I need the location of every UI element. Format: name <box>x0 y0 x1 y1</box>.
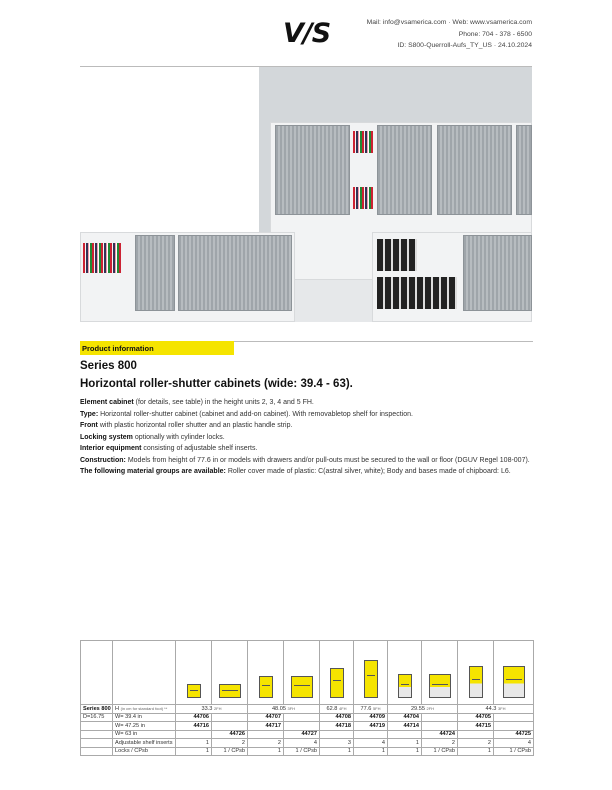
table-cell: 1 <box>248 747 284 756</box>
height-cell: 77.6 5FH <box>354 705 388 714</box>
table-cell: 44705 <box>458 713 494 722</box>
cabinet-2fh-63-icon <box>212 641 248 705</box>
cabinet-2fh-39-icon <box>176 641 212 705</box>
binders <box>377 239 417 271</box>
table-cell: 1 <box>320 747 354 756</box>
desc-locking: Locking system optionally with cylinder locks. <box>80 433 225 441</box>
desc-type: Type: Horizontal roller-shutter cabinet (cabinet and add-on cabinet). With removabletop shelf for inspection. <box>80 410 413 418</box>
addon-3fh-39-icon <box>458 641 494 705</box>
table-cell <box>458 730 494 739</box>
series-label: Series 800 <box>81 705 113 714</box>
table-cell: 3 <box>320 739 354 748</box>
shelf-books <box>83 243 121 273</box>
table-cell: 1 / CPsb <box>284 747 320 756</box>
cabinet-5fh-icon <box>354 641 388 705</box>
shelf-books <box>353 187 373 209</box>
table-cell <box>212 722 248 731</box>
desc-front: Front with plastic horizontal roller shutter and an plastic handle strip. <box>80 422 293 429</box>
table-row <box>81 713 534 722</box>
table-cell: 44706 <box>176 713 212 722</box>
table-cell: 44725 <box>494 730 534 739</box>
table-cell: 44727 <box>284 730 320 739</box>
table-cell: 44704 <box>388 713 422 722</box>
table-cell <box>284 722 320 731</box>
brand-logo: V/S <box>283 18 331 49</box>
table-cell <box>422 722 458 731</box>
binders <box>377 277 457 309</box>
table-cell: 1 <box>388 747 422 756</box>
height-cell: 62.8 4FH <box>320 705 354 714</box>
table-cell <box>176 730 212 739</box>
product-description <box>80 397 532 478</box>
table-cell: 2 <box>422 739 458 748</box>
row-label: Adjustable shelf inserts <box>113 739 176 748</box>
table-cell: 2 <box>212 739 248 748</box>
table-cell: 2 <box>458 739 494 748</box>
table-cell: 1 <box>458 747 494 756</box>
desc-construction: Construction: Models from height of 77.6 in or models with drawers and/or pull-outs must be secured to the wall or floor (DGUV Regel 108-007). <box>80 456 530 464</box>
addon-3fh-63-icon <box>494 641 534 705</box>
table-cell: 44724 <box>422 730 458 739</box>
height-cell: 44.3 3FH <box>458 705 534 714</box>
shutter <box>437 125 512 215</box>
row-label: W= 47.25 in <box>113 722 176 731</box>
table-row <box>81 747 534 756</box>
shutter <box>135 235 175 311</box>
table-cell: 1 <box>354 747 388 756</box>
depth-label: D=16.75 <box>81 713 113 722</box>
table-cell <box>422 713 458 722</box>
table-cell <box>354 730 388 739</box>
cabinet-3fh-63-icon <box>284 641 320 705</box>
table-cell: 1 <box>176 747 212 756</box>
table-cell: 1 / CPsb <box>422 747 458 756</box>
table-cell: 44714 <box>388 722 422 731</box>
table-cell <box>212 713 248 722</box>
shutter <box>516 125 532 215</box>
table-cell: 4 <box>354 739 388 748</box>
contact-info <box>367 17 532 52</box>
addon-2fh-63-icon <box>422 641 458 705</box>
cabinet-4fh-icon <box>320 641 354 705</box>
height-header: H (in cm for standard foot) ** <box>113 705 176 714</box>
desc-element-cabinet: Element cabinet (for details, see table) in the height units 2, 3, 4 and 5 FH. <box>80 399 314 406</box>
table-cell <box>494 713 534 722</box>
desc-materials: The following material groups are available: Roller cover made of plastic: C(astral silver, white); Body and bases made of chipboard: L6. <box>80 468 511 475</box>
height-cell: 48.05 3FH <box>248 705 320 714</box>
table-cell: 44708 <box>320 713 354 722</box>
table-cell <box>494 722 534 731</box>
table-cell: 44726 <box>212 730 248 739</box>
row-label: W= 39.4 in <box>113 713 176 722</box>
product-title: Horizontal roller-shutter cabinets (wide: 39.4 - 63). <box>80 378 353 390</box>
table-cell: 2 <box>248 739 284 748</box>
table-cell: 1 <box>388 739 422 748</box>
shutter <box>275 125 350 215</box>
table-cell: 4 <box>284 739 320 748</box>
table-row <box>81 739 534 748</box>
product-table <box>80 640 534 756</box>
table-cell: 44719 <box>354 722 388 731</box>
height-cell: 33.3 2FH <box>176 705 248 714</box>
table-cell: 44718 <box>320 722 354 731</box>
table-cell: 44709 <box>354 713 388 722</box>
desc-interior: Interior equipment consisting of adjustable shelf inserts. <box>80 445 258 452</box>
height-row <box>81 705 534 714</box>
table-row <box>81 730 534 739</box>
shutter <box>377 125 432 215</box>
icon-row <box>81 641 534 705</box>
height-cell: 29.55 2FH <box>388 705 458 714</box>
table-cell: 4 <box>494 739 534 748</box>
section-tag: Product information <box>80 341 234 355</box>
table-cell: 44715 <box>458 722 494 731</box>
table-cell <box>320 730 354 739</box>
table-row <box>81 722 534 731</box>
table-cell: 1 / CPsb <box>494 747 534 756</box>
cabinet-3fh-39-icon <box>248 641 284 705</box>
table-cell: 1 / CPsb <box>212 747 248 756</box>
shelf-books <box>353 131 373 153</box>
table-cell <box>248 730 284 739</box>
table-cell: 44717 <box>248 722 284 731</box>
shutter <box>463 235 532 311</box>
table-cell <box>388 730 422 739</box>
contact-mail-web: Mail: info@vsamerica.com · Web: www.vsamerica.com <box>366 19 532 26</box>
document-id: ID: S800-Querroll-Aufs_TY_US · 24.10.2024 <box>397 42 532 49</box>
series-heading: Series 800 <box>80 360 137 372</box>
row-label: Locks / CPsb <box>113 747 176 756</box>
shutter <box>178 235 292 311</box>
table-cell: 44716 <box>176 722 212 731</box>
addon-2fh-39-icon <box>388 641 422 705</box>
contact-phone: Phone: 704 - 378 - 6500 <box>458 30 532 38</box>
table-cell: 44707 <box>248 713 284 722</box>
row-label: W= 63 in <box>113 730 176 739</box>
table-cell <box>284 713 320 722</box>
table-cell: 1 <box>176 739 212 748</box>
product-photo <box>80 67 532 322</box>
